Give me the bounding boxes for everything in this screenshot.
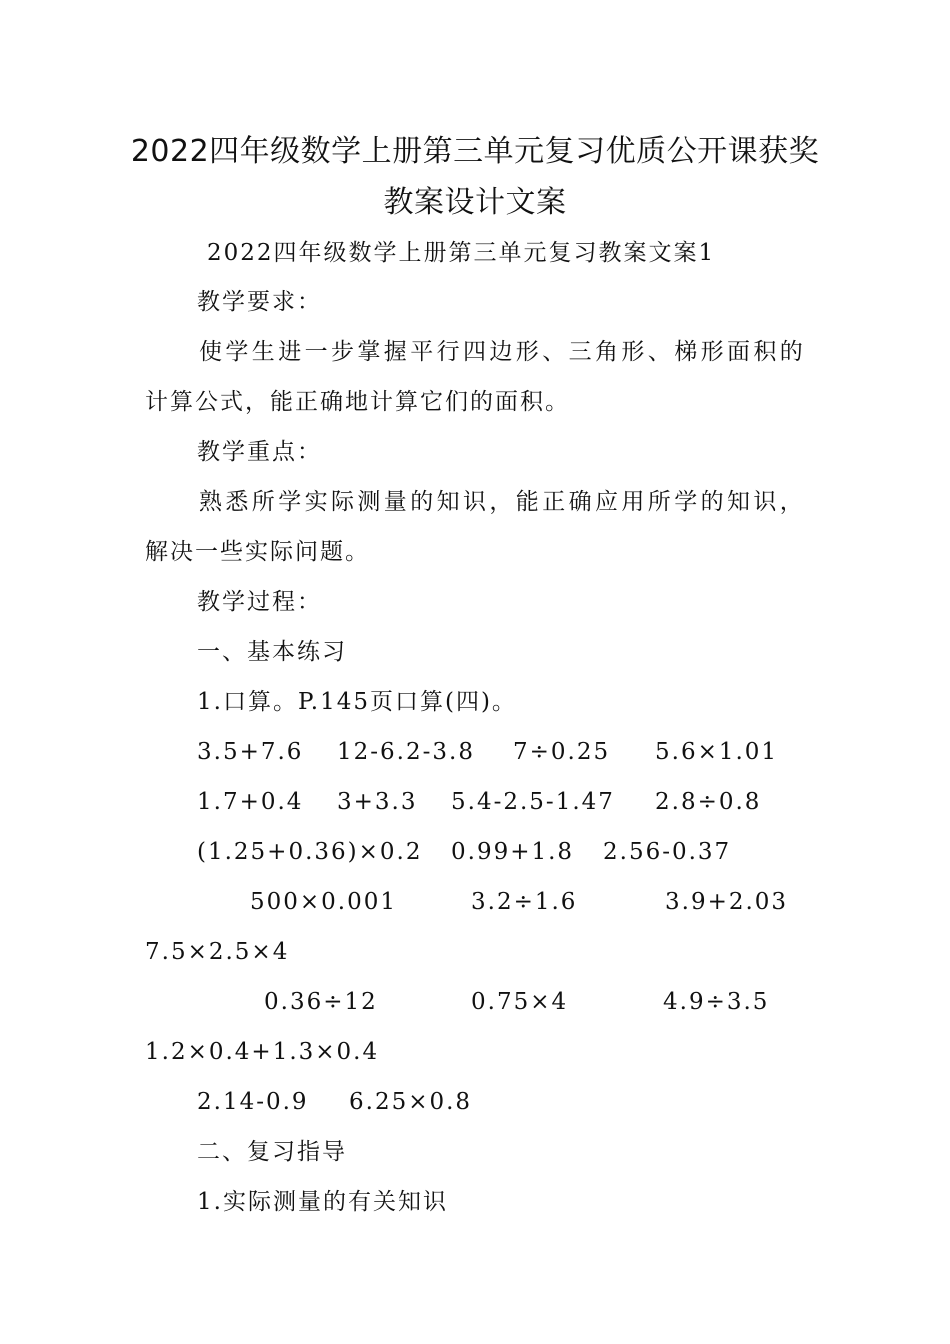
- requirements-heading: 教学要求：: [197, 289, 322, 315]
- math-expression: 4.9÷3.5: [663, 989, 770, 1015]
- section-1-heading: 一、基本练习: [197, 639, 347, 665]
- math-expression: 2.14-0.9: [197, 1089, 309, 1115]
- math-expression: 6.25×0.8: [349, 1089, 473, 1115]
- section-2-heading: 二、复习指导: [197, 1139, 347, 1165]
- math-expression: (1.25+0.36)×0.2: [197, 839, 423, 865]
- math-expression: 2.8÷0.8: [655, 789, 762, 815]
- key-points-text-1: 熟悉所学实际测量的知识，能正确应用所学的知识，: [199, 489, 807, 515]
- math-expression: 12-6.2-3.8: [337, 739, 475, 765]
- process-heading: 教学过程：: [197, 589, 322, 615]
- requirements-text-1: 使学生进一步掌握平行四边形、三角形、梯形面积的: [199, 339, 807, 365]
- math-expression: 3.9+2.03: [665, 889, 789, 915]
- document-title-line-1: 2022四年级数学上册第三单元复习优质公开课获奖: [130, 134, 820, 169]
- subtitle: 2022四年级数学上册第三单元复习教案文案1: [207, 240, 716, 266]
- math-expression: 7÷0.25: [513, 739, 611, 765]
- math-expression: 0.75×4: [471, 989, 569, 1015]
- math-expression: 3.5+7.6: [197, 739, 304, 765]
- math-expression: 0.99+1.8: [451, 839, 575, 865]
- math-expression: 1.7+0.4: [197, 789, 304, 815]
- math-expression: 5.6×1.01: [655, 739, 779, 765]
- math-expression: 500×0.001: [250, 889, 398, 915]
- math-expression: 1.2×0.4+1.3×0.4: [145, 1039, 380, 1065]
- math-expression: 0.36÷12: [264, 989, 378, 1015]
- key-points-heading: 教学重点：: [197, 439, 322, 465]
- math-expression: 5.4-2.5-1.47: [451, 789, 615, 815]
- key-points-text-2: 解决一些实际问题。: [145, 539, 370, 565]
- item-1-mental-math: 1.口算。P.145页口算(四)。: [197, 689, 517, 715]
- math-expression: 7.5×2.5×4: [145, 939, 290, 965]
- requirements-text-2: 计算公式，能正确地计算它们的面积。: [145, 389, 570, 415]
- math-expression: 2.56-0.37: [603, 839, 732, 865]
- math-expression: 3+3.3: [337, 789, 418, 815]
- document-title-line-2: 教案设计文案: [383, 185, 567, 220]
- item-2-measurement: 1.实际测量的有关知识: [197, 1189, 448, 1215]
- math-expression: 3.2÷1.6: [471, 889, 578, 915]
